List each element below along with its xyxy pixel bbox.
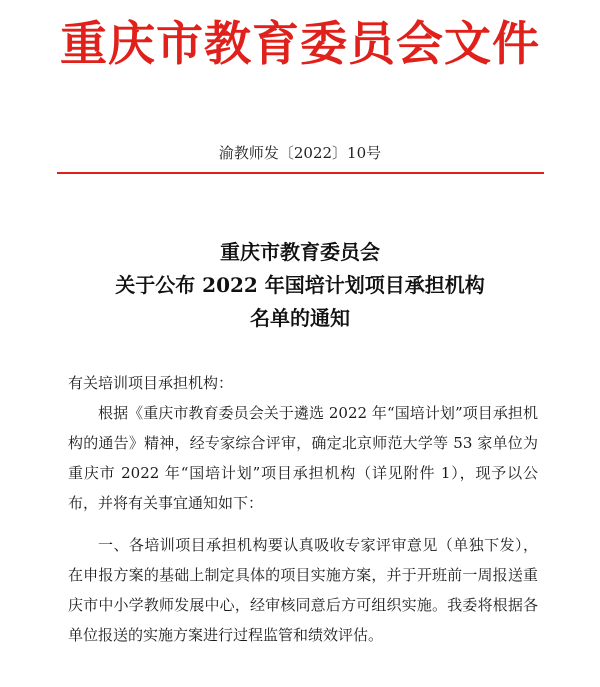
masthead-title: 重庆市教育委员会文件: [60, 17, 540, 72]
notice-title-line-2: 关于公布 2022 年国培计划项目承担机构: [115, 273, 485, 297]
salutation: 有关培训项目承担机构：: [68, 374, 234, 392]
paragraph-2: 一、各培训项目承担机构要认真吸收专家评审意见（单独下发），在申报方案的基础上制定具体的项目实施方案，并于开班前一周报送重庆市中小学教师发展中心，经审核同意后方可组织实施。我委将根据各单位报送的实施方案进行过程监管和绩效评估。: [68, 536, 538, 644]
paragraph-1: 根据《重庆市教育委员会关于遴选 2022 年“国培计划”项目承担机构的通告》精神，经专家综合评审，确定北京师范大学等 53 家单位为重庆市 2022 年“国培计划”项目承担机构（详见附件 1），现予以公布，并将有关事宜通知如下：: [68, 404, 538, 512]
red-divider-line: [57, 172, 544, 174]
notice-title-line-3: 名单的通知: [250, 306, 350, 330]
document-number: 渝教师发〔2022〕10号: [218, 144, 382, 162]
notice-title-line-1: 重庆市教育委员会: [220, 240, 380, 264]
